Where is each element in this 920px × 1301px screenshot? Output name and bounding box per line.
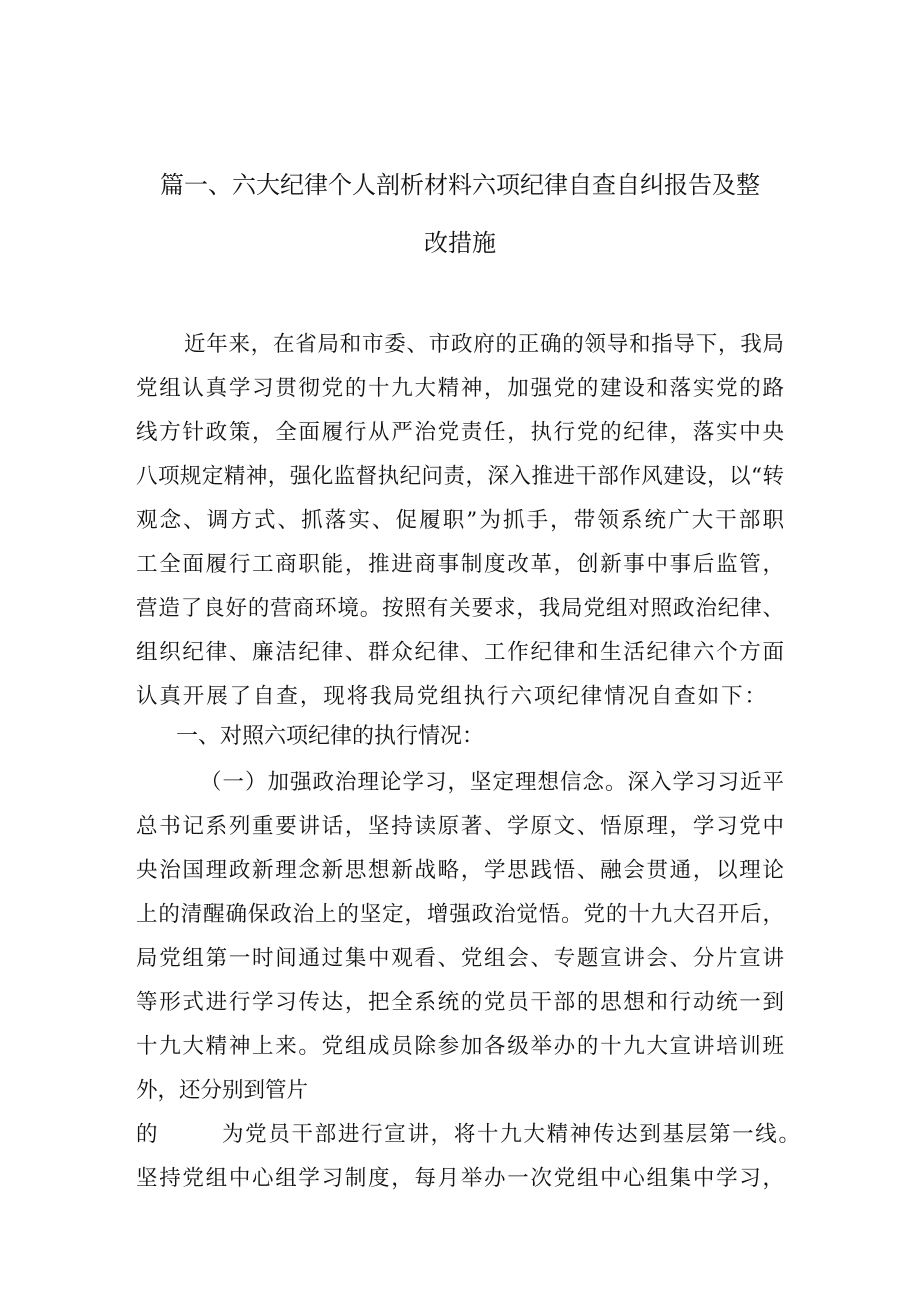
document-title-line-2: 改措施 <box>424 229 496 257</box>
paragraph-2-line: 等形式进行学习传达，把全系统的党员干部的思想和行动统一到 <box>136 990 784 1015</box>
paragraph-1-line: 观念、调方式、抓落实、促履职”为抓手，带领系统广大干部职 <box>136 508 784 533</box>
paragraph-2-line: 外，还分别到管片 <box>136 1078 309 1103</box>
paragraph-2-line: 央治国理政新理念新思想新战略，学思践悟、融会贯通，以理论 <box>136 858 784 883</box>
paragraph-1-line: 组织纪律、廉洁纪律、群众纪律、工作纪律和生活纪律六个方面 <box>136 640 784 665</box>
paragraph-1-line: 党组认真学习贯彻党的十九大精神，加强党的建设和落实党的路 <box>136 376 784 401</box>
paragraph-2-line: 的 <box>136 1122 158 1147</box>
paragraph-2-line: 总书记系列重要讲话，坚持读原著、学原文、悟原理，学习党中 <box>136 814 784 839</box>
paragraph-1-line: 线方针政策，全面履行从严治党责任，执行党的纪律，落实中央 <box>136 420 784 445</box>
paragraph-2-line: （一）加强政治理论学习，坚定理想信念。深入学习习近平 <box>200 770 784 795</box>
paragraph-2-line: 十九大精神上来。党组成员除参加各级举办的十九大宣讲培训班 <box>136 1034 784 1059</box>
paragraph-1-line: 八项规定精神，强化监督执纪问责，深入推进干部作风建设，以“转 <box>136 464 784 489</box>
document-title-line-1: 篇一、六大纪律个人剖析材料六项纪律自查自纠报告及整 <box>160 171 760 199</box>
paragraph-1-line: 认真开展了自查，现将我局党组执行六项纪律情况自查如下： <box>136 684 766 709</box>
paragraph-2-line: 上的清醒确保政治上的坚定，增强政治觉悟。党的十九大召开后， <box>136 902 784 927</box>
paragraph-1-line: 工全面履行工商职能，推进商事制度改革，创新事中事后监管， <box>136 552 784 577</box>
section-heading: 一、对照六项纪律的执行情况： <box>176 724 485 749</box>
paragraph-2-line: 为党员干部进行宣讲，将十九大精神传达到基层第一线。 <box>222 1122 800 1147</box>
paragraph-1-line: 近年来，在省局和市委、市政府的正确的领导和指导下，我局 <box>184 332 784 357</box>
paragraph-1-line: 营造了良好的营商环境。按照有关要求，我局党组对照政治纪律、 <box>136 596 784 621</box>
paragraph-2-line: 坚持党组中心组学习制度，每月举办一次党组中心组集中学习， <box>136 1166 784 1191</box>
paragraph-2-line: 局党组第一时间通过集中观看、党组会、专题宣讲会、分片宣讲 <box>136 946 784 971</box>
